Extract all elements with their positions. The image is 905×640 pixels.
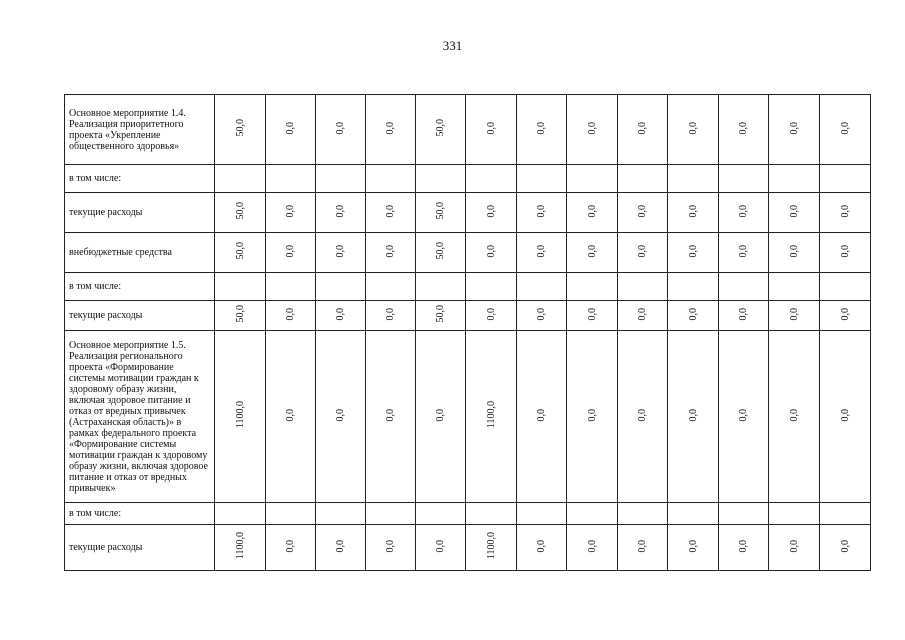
value-cell xyxy=(618,301,668,331)
cell-value: 0,0 xyxy=(788,204,800,218)
cell-value: 0,0 xyxy=(335,307,346,321)
value-cell xyxy=(618,165,668,193)
value-cell xyxy=(215,193,266,233)
value-cell xyxy=(466,95,517,165)
cell-value: 0,0 xyxy=(485,121,497,135)
cell-value: 50,0 xyxy=(435,202,446,220)
value-cell xyxy=(416,525,466,571)
value-cell xyxy=(266,273,316,301)
cell-value: 0,0 xyxy=(637,244,648,258)
value-cell xyxy=(769,273,820,301)
value-cell xyxy=(466,165,517,193)
cell-value: 50,0 xyxy=(435,305,446,323)
cell-value: 50,0 xyxy=(234,305,246,323)
cell-value: 0,0 xyxy=(385,121,396,135)
cell-value: 0,0 xyxy=(788,307,800,321)
cell-value: 0,0 xyxy=(687,539,699,553)
value-cell xyxy=(517,165,567,193)
value-cell xyxy=(466,193,517,233)
value-cell xyxy=(769,193,820,233)
value-cell xyxy=(719,273,769,301)
value-cell xyxy=(266,165,316,193)
value-cell xyxy=(618,193,668,233)
table-row xyxy=(65,331,871,503)
cell-value: 0,0 xyxy=(586,204,598,218)
value-cell xyxy=(416,273,466,301)
value-cell xyxy=(517,95,567,165)
table-row xyxy=(65,503,871,525)
value-cell xyxy=(719,193,769,233)
cell-value: 0,0 xyxy=(637,408,648,422)
value-cell xyxy=(215,525,266,571)
value-cell xyxy=(668,273,719,301)
cell-value: 0,0 xyxy=(839,244,851,258)
value-cell xyxy=(215,503,266,525)
row-label: Основное мероприятие 1.4. Реализация приоритетного проекта «Укрепление общественного здоровья» xyxy=(65,95,215,165)
cell-value: 0,0 xyxy=(839,121,851,135)
cell-value: 50,0 xyxy=(234,119,246,137)
value-cell xyxy=(316,95,366,165)
row-label: текущие расходы xyxy=(65,301,215,331)
value-cell xyxy=(517,193,567,233)
value-cell xyxy=(366,193,416,233)
value-cell xyxy=(466,273,517,301)
value-cell xyxy=(366,503,416,525)
cell-value: 0,0 xyxy=(637,307,648,321)
value-cell xyxy=(567,165,618,193)
table-row xyxy=(65,95,871,165)
cell-value: 0,0 xyxy=(687,307,699,321)
cell-value: 0,0 xyxy=(385,408,396,422)
cell-value: 0,0 xyxy=(335,539,346,553)
value-cell xyxy=(820,301,871,331)
value-cell xyxy=(416,233,466,273)
cell-value: 0,0 xyxy=(435,408,446,422)
cell-value: 0,0 xyxy=(335,204,346,218)
value-cell xyxy=(266,525,316,571)
value-cell xyxy=(517,273,567,301)
value-cell xyxy=(517,233,567,273)
value-cell xyxy=(769,331,820,503)
value-cell xyxy=(567,273,618,301)
cell-value: 1100,0 xyxy=(234,532,246,560)
value-cell xyxy=(618,331,668,503)
table-body xyxy=(65,95,871,571)
cell-value: 0,0 xyxy=(285,307,296,321)
cell-value: 0,0 xyxy=(637,204,648,218)
value-cell xyxy=(215,301,266,331)
cell-value: 0,0 xyxy=(586,408,598,422)
value-cell xyxy=(215,273,266,301)
cell-value: 0,0 xyxy=(738,121,749,135)
value-cell xyxy=(668,165,719,193)
value-cell xyxy=(416,193,466,233)
cell-value: 0,0 xyxy=(637,539,648,553)
cell-value: 0,0 xyxy=(839,408,851,422)
cell-value: 0,0 xyxy=(285,408,296,422)
value-cell xyxy=(618,273,668,301)
value-cell xyxy=(416,331,466,503)
cell-value: 0,0 xyxy=(687,408,699,422)
value-cell xyxy=(316,233,366,273)
value-cell xyxy=(719,95,769,165)
cell-value: 1100,0 xyxy=(234,401,246,429)
cell-value: 0,0 xyxy=(285,204,296,218)
cell-value: 0,0 xyxy=(485,204,497,218)
value-cell xyxy=(366,301,416,331)
value-cell xyxy=(769,503,820,525)
value-cell xyxy=(719,331,769,503)
value-cell xyxy=(719,301,769,331)
value-cell xyxy=(266,95,316,165)
row-label: текущие расходы xyxy=(65,193,215,233)
value-cell xyxy=(769,233,820,273)
row-label: внебюджетные средства xyxy=(65,233,215,273)
value-cell xyxy=(416,95,466,165)
cell-value: 50,0 xyxy=(234,202,246,220)
cell-value: 0,0 xyxy=(485,244,497,258)
value-cell xyxy=(517,525,567,571)
value-cell xyxy=(668,301,719,331)
value-cell xyxy=(719,503,769,525)
value-cell xyxy=(366,525,416,571)
cell-value: 0,0 xyxy=(788,539,800,553)
cell-value: 50,0 xyxy=(435,119,446,137)
cell-value: 0,0 xyxy=(485,307,497,321)
value-cell xyxy=(820,503,871,525)
cell-value: 0,0 xyxy=(335,244,346,258)
cell-value: 0,0 xyxy=(687,204,699,218)
cell-value: 0,0 xyxy=(586,307,598,321)
value-cell xyxy=(668,525,719,571)
table-row xyxy=(65,193,871,233)
value-cell xyxy=(316,331,366,503)
value-cell xyxy=(567,193,618,233)
value-cell xyxy=(719,233,769,273)
value-cell xyxy=(366,95,416,165)
value-cell xyxy=(820,165,871,193)
cell-value: 1100,0 xyxy=(485,532,497,560)
page-number: 331 xyxy=(442,38,463,53)
cell-value: 0,0 xyxy=(586,244,598,258)
cell-value: 0,0 xyxy=(738,539,749,553)
value-cell xyxy=(567,233,618,273)
cell-value: 0,0 xyxy=(788,121,800,135)
value-cell xyxy=(316,165,366,193)
cell-value: 0,0 xyxy=(385,539,396,553)
value-cell xyxy=(266,301,316,331)
value-cell xyxy=(266,233,316,273)
value-cell xyxy=(517,503,567,525)
cell-value: 0,0 xyxy=(536,408,547,422)
value-cell xyxy=(266,193,316,233)
value-cell xyxy=(366,331,416,503)
cell-value: 0,0 xyxy=(687,121,699,135)
value-cell xyxy=(618,233,668,273)
value-cell xyxy=(316,503,366,525)
row-label: в том числе: xyxy=(65,503,215,525)
cell-value: 0,0 xyxy=(687,244,699,258)
cell-value: 0,0 xyxy=(385,244,396,258)
value-cell xyxy=(517,331,567,503)
value-cell xyxy=(820,273,871,301)
value-cell xyxy=(266,503,316,525)
value-cell xyxy=(618,525,668,571)
cell-value: 0,0 xyxy=(335,121,346,135)
row-label: в том числе: xyxy=(65,165,215,193)
cell-value: 0,0 xyxy=(385,204,396,218)
value-cell xyxy=(316,193,366,233)
cell-value: 50,0 xyxy=(435,242,446,260)
value-cell xyxy=(820,331,871,503)
cell-value: 0,0 xyxy=(536,307,547,321)
value-cell xyxy=(668,503,719,525)
cell-value: 0,0 xyxy=(285,539,296,553)
value-cell xyxy=(517,301,567,331)
value-cell xyxy=(366,165,416,193)
cell-value: 0,0 xyxy=(536,244,547,258)
cell-value: 0,0 xyxy=(285,244,296,258)
value-cell xyxy=(366,273,416,301)
value-cell xyxy=(567,95,618,165)
value-cell xyxy=(769,95,820,165)
value-cell xyxy=(769,165,820,193)
value-cell xyxy=(567,331,618,503)
value-cell xyxy=(769,301,820,331)
value-cell xyxy=(618,95,668,165)
row-label: текущие расходы xyxy=(65,525,215,571)
value-cell xyxy=(719,165,769,193)
value-cell xyxy=(316,301,366,331)
budget-table xyxy=(64,94,871,571)
cell-value: 50,0 xyxy=(234,242,246,260)
cell-value: 0,0 xyxy=(536,121,547,135)
value-cell xyxy=(668,233,719,273)
cell-value: 0,0 xyxy=(435,539,446,553)
cell-value: 1100,0 xyxy=(485,401,497,429)
cell-value: 0,0 xyxy=(586,121,598,135)
row-label: в том числе: xyxy=(65,273,215,301)
cell-value: 0,0 xyxy=(637,121,648,135)
value-cell xyxy=(366,233,416,273)
value-cell xyxy=(215,331,266,503)
table-row xyxy=(65,165,871,193)
value-cell xyxy=(416,165,466,193)
cell-value: 0,0 xyxy=(839,204,851,218)
cell-value: 0,0 xyxy=(738,204,749,218)
table-row xyxy=(65,525,871,571)
value-cell xyxy=(466,525,517,571)
value-cell xyxy=(820,525,871,571)
value-cell xyxy=(215,233,266,273)
cell-value: 0,0 xyxy=(536,539,547,553)
cell-value: 0,0 xyxy=(536,204,547,218)
value-cell xyxy=(416,301,466,331)
value-cell xyxy=(466,301,517,331)
value-cell xyxy=(668,193,719,233)
row-label: Основное мероприятие 1.5. Реализация регионального проекта «Формирование системы мотивации граждан к здоровому образу жизни, включая здоровое питание и отказ от вредных привычек (Астраханская область)» в рамках федерального проекта «Формирование системы мотивации граждан к здоровому образу жизни, включая здоровое питание и отказ от вредных привычек» xyxy=(65,331,215,503)
table-row xyxy=(65,233,871,273)
value-cell xyxy=(466,233,517,273)
value-cell xyxy=(567,525,618,571)
value-cell xyxy=(820,193,871,233)
value-cell xyxy=(820,95,871,165)
value-cell xyxy=(316,273,366,301)
cell-value: 0,0 xyxy=(738,307,749,321)
value-cell xyxy=(215,165,266,193)
cell-value: 0,0 xyxy=(788,244,800,258)
value-cell xyxy=(316,525,366,571)
value-cell xyxy=(820,233,871,273)
value-cell xyxy=(769,525,820,571)
value-cell xyxy=(668,95,719,165)
cell-value: 0,0 xyxy=(335,408,346,422)
cell-value: 0,0 xyxy=(738,244,749,258)
value-cell xyxy=(618,503,668,525)
cell-value: 0,0 xyxy=(738,408,749,422)
table-row xyxy=(65,301,871,331)
cell-value: 0,0 xyxy=(839,539,851,553)
cell-value: 0,0 xyxy=(839,307,851,321)
value-cell xyxy=(668,331,719,503)
cell-value: 0,0 xyxy=(285,121,296,135)
value-cell xyxy=(719,525,769,571)
cell-value: 0,0 xyxy=(586,539,598,553)
value-cell xyxy=(466,503,517,525)
value-cell xyxy=(215,95,266,165)
value-cell xyxy=(416,503,466,525)
value-cell xyxy=(466,331,517,503)
value-cell xyxy=(567,301,618,331)
cell-value: 0,0 xyxy=(788,408,800,422)
value-cell xyxy=(266,331,316,503)
cell-value: 0,0 xyxy=(385,307,396,321)
value-cell xyxy=(567,503,618,525)
table-row xyxy=(65,273,871,301)
